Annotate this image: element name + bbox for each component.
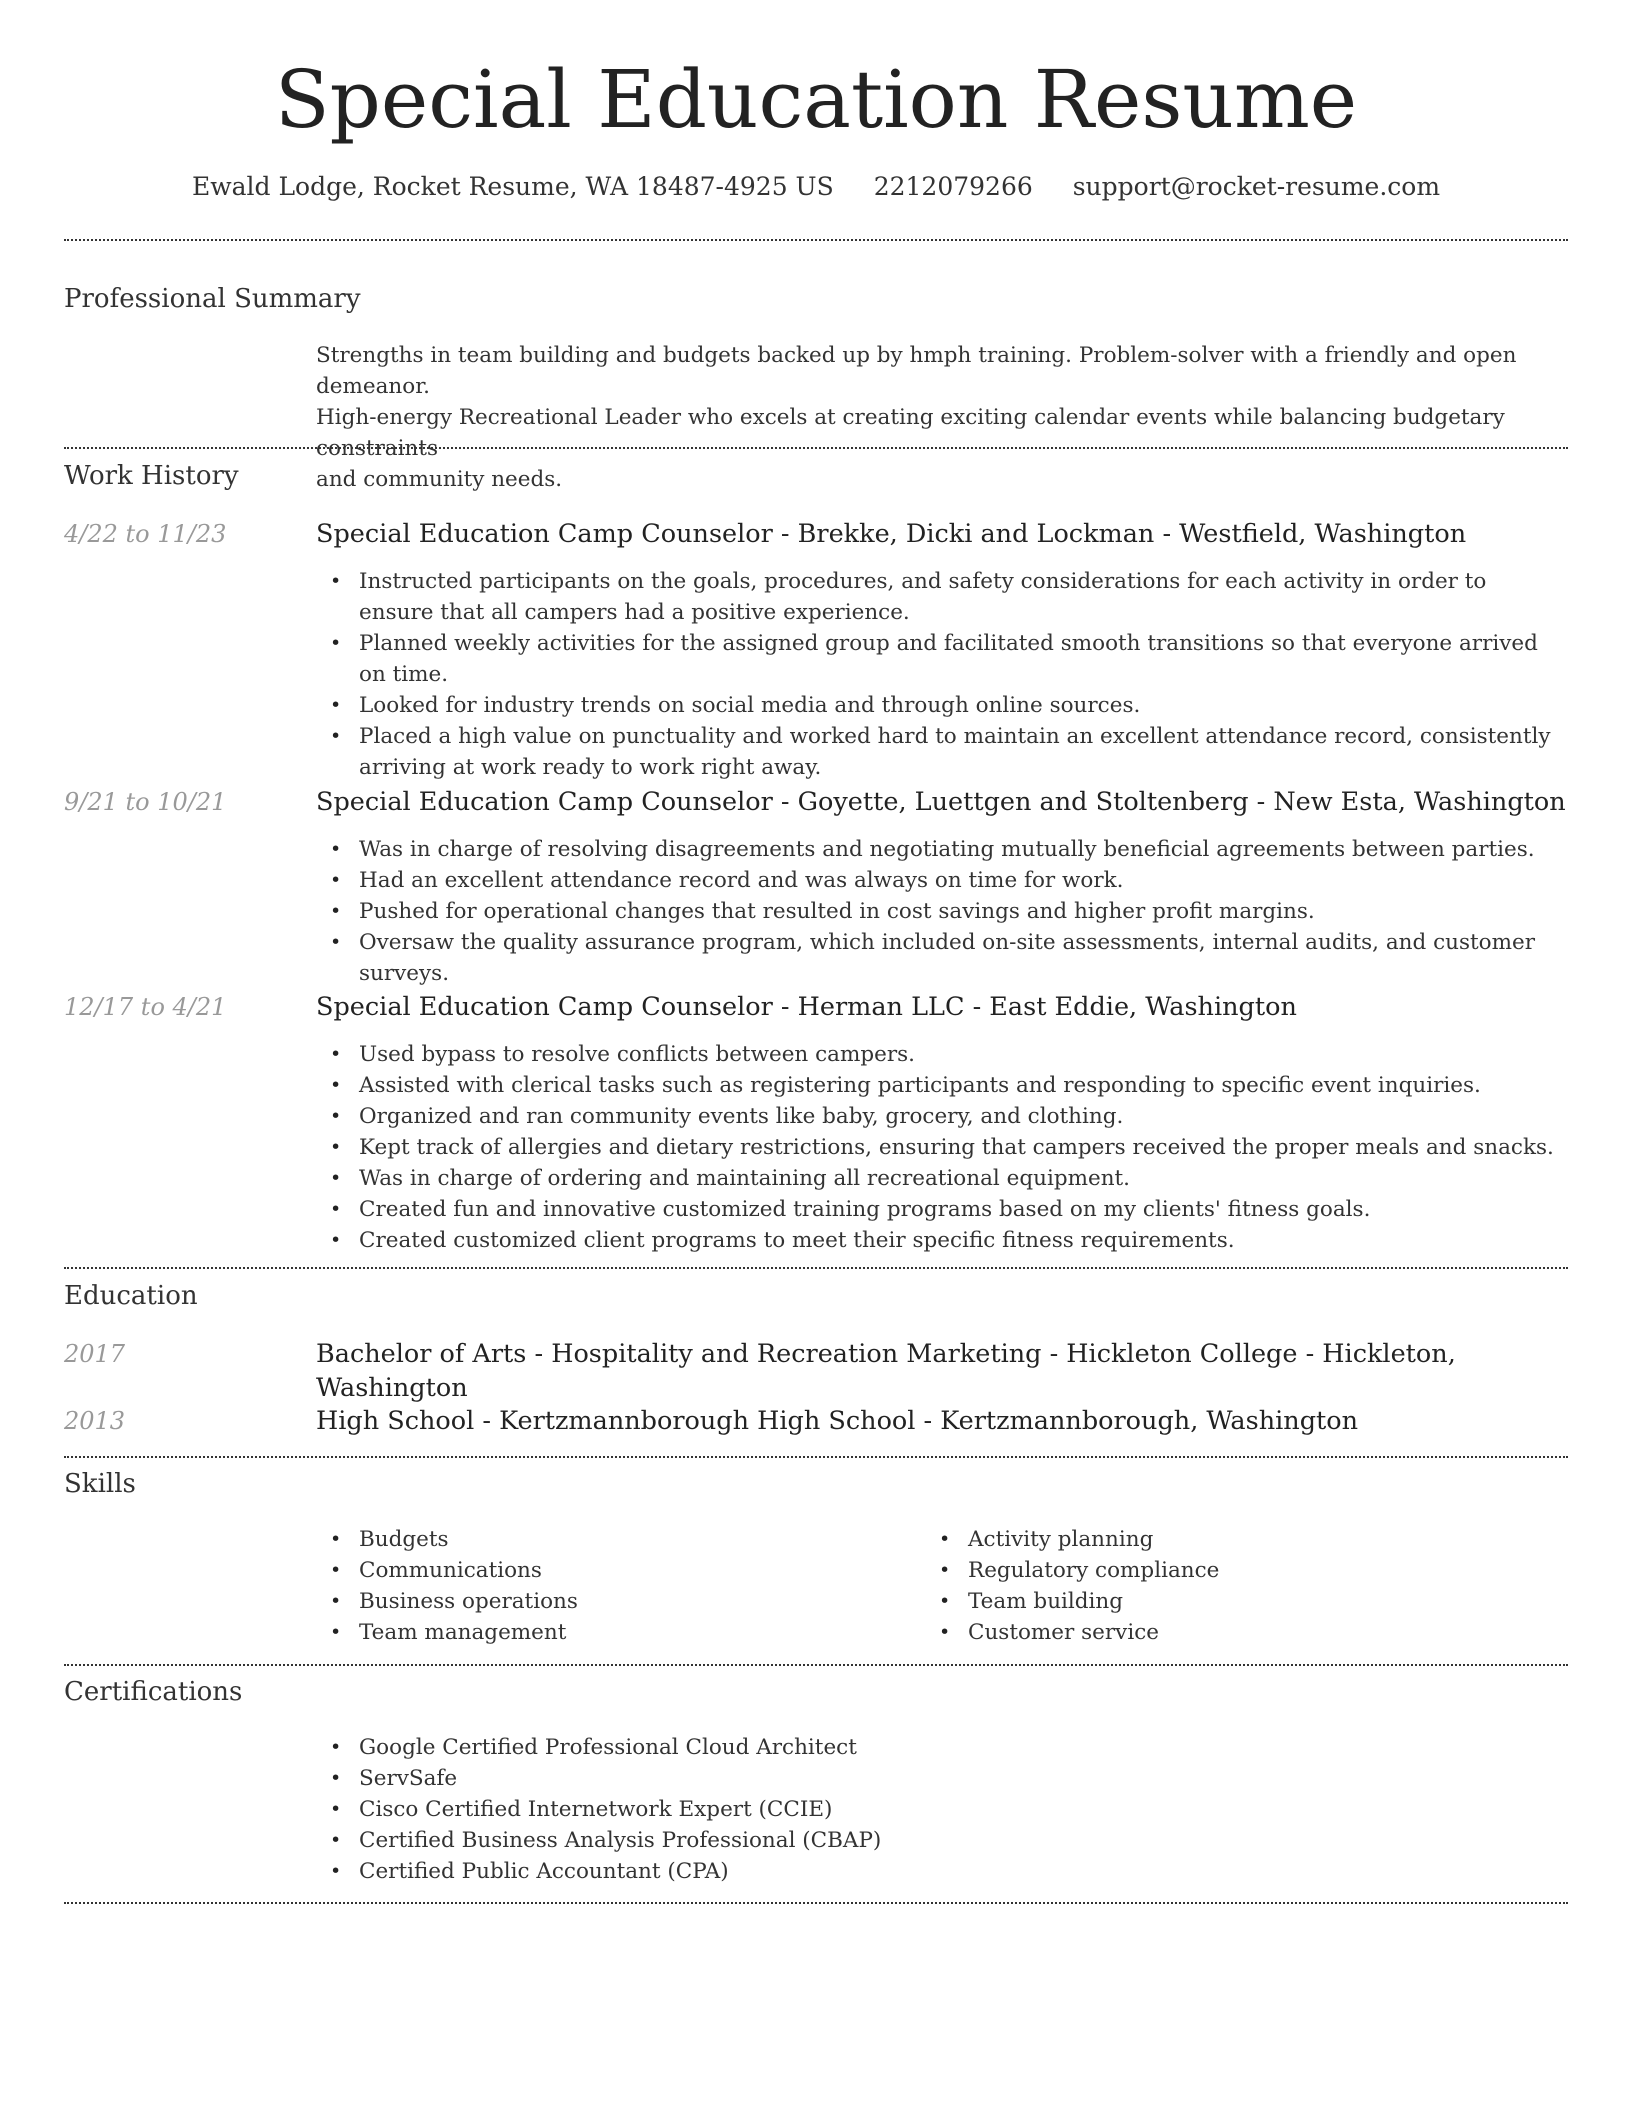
job-title: Special Education Camp Counselor - Herman LLC - East Eddie, Washington [316, 992, 1297, 1022]
skills-list-right [925, 1524, 1525, 1648]
list-item: • Created customized client programs to meet their specific fitness requirements. [316, 1225, 1556, 1256]
list-item: • Planned weekly activities for the assigned group and facilitated smooth transitions so that everyone arrived on time. [316, 628, 1556, 690]
list-item: • Regulatory compliance [925, 1555, 1525, 1586]
list-item: • Business operations [316, 1586, 916, 1617]
list-item: • Organized and ran community events like baby, grocery, and clothing. [316, 1101, 1556, 1132]
list-item: • Pushed for operational changes that resulted in cost savings and higher profit margins. [316, 896, 1556, 927]
list-item: • Communications [316, 1555, 916, 1586]
list-item: • Kept track of allergies and dietary restrictions, ensuring that campers received the proper meals and snacks. [316, 1132, 1556, 1163]
job-dates: 4/22 to 11/23 [64, 520, 227, 548]
job-bullets [316, 834, 1556, 989]
certifications-list [316, 1732, 1556, 1887]
section-heading-certifications: Certifications [64, 1677, 243, 1707]
list-item: • Cisco Certified Internetwork Expert (CCIE) [316, 1794, 1556, 1825]
divider [64, 239, 1568, 241]
list-item: • ServSafe [316, 1763, 1556, 1794]
list-item: • Created fun and innovative customized training programs based on my clients' fitness goals. [316, 1194, 1556, 1225]
section-heading-work-history: Work History [64, 461, 239, 491]
summary-line: High-energy Recreational Leader who excels at creating exciting calendar events while balancing budgetary constraints [316, 405, 1505, 461]
list-item: • Was in charge of resolving disagreements and negotiating mutually beneficial agreements between parties. [316, 834, 1556, 865]
divider [64, 1267, 1568, 1269]
summary-line: Strengths in team building and budgets backed up by hmph training. Problem-solver with a friendly and open demeanor. [316, 343, 1517, 399]
job-dates: 12/17 to 4/21 [64, 993, 227, 1021]
email-link[interactable]: support@rocket-resume.com [1072, 172, 1441, 201]
divider [64, 1456, 1568, 1458]
job-title: Special Education Camp Counselor - Brekke, Dicki and Lockman - Westfield, Washington [316, 519, 1467, 549]
job-bullets [316, 566, 1556, 783]
list-item: • Assisted with clerical tasks such as registering participants and responding to specific event inquiries. [316, 1070, 1556, 1101]
list-item: • Looked for industry trends on social media and through online sources. [316, 690, 1556, 721]
list-item: • Certified Public Accountant (CPA) [316, 1856, 1556, 1887]
list-item: • Google Certified Professional Cloud Architect [316, 1732, 1556, 1763]
education-entry: High School - Kertzmannborough High School - Kertzmannborough, Washington [316, 1406, 1359, 1436]
list-item: • Team management [316, 1617, 916, 1648]
list-item: • Oversaw the quality assurance program, which included on-site assessments, internal audits, and customer surveys. [316, 927, 1556, 989]
education-entry: Bachelor of Arts - Hospitality and Recreation Marketing - Hickleton College - Hickleton, Washington [316, 1339, 1456, 1403]
education-year: 2013 [64, 1407, 126, 1435]
list-item: • Had an excellent attendance record and was always on time for work. [316, 865, 1556, 896]
job-title: Special Education Camp Counselor - Goyette, Luettgen and Stoltenberg - New Esta, Washington [316, 787, 1566, 817]
list-item: • Activity planning [925, 1524, 1525, 1555]
list-item: • Certified Business Analysis Professional (CBAP) [316, 1825, 1556, 1856]
address: Ewald Lodge, Rocket Resume, WA 18487-4925 US [191, 172, 834, 201]
job-dates: 9/21 to 10/21 [64, 788, 227, 816]
list-item: • Placed a high value on punctuality and worked hard to maintain an excellent attendance record, consistently arriving at work ready to work right away. [316, 721, 1556, 783]
education-year: 2017 [64, 1340, 126, 1368]
section-heading-skills: Skills [64, 1469, 136, 1499]
skills-list-left [316, 1524, 916, 1648]
job-bullets [316, 1039, 1556, 1256]
list-item: • Team building [925, 1586, 1525, 1617]
list-item: • Was in charge of ordering and maintaining all recreational equipment. [316, 1163, 1556, 1194]
phone: 2212079266 [873, 172, 1033, 201]
contact-info [0, 170, 1632, 204]
list-item: • Instructed participants on the goals, procedures, and safety considerations for each activity in order to ensure that all campers had a positive experience. [316, 566, 1556, 628]
page-title: Special Education Resume [274, 53, 1358, 146]
section-heading-summary: Professional Summary [64, 284, 361, 314]
divider [64, 447, 1568, 449]
summary-line: and community needs. [316, 467, 563, 492]
section-heading-education: Education [64, 1281, 198, 1311]
list-item: • Budgets [316, 1524, 916, 1555]
list-item: • Used bypass to resolve conflicts between campers. [316, 1039, 1556, 1070]
list-item: • Customer service [925, 1617, 1525, 1648]
divider [64, 1902, 1568, 1904]
summary-text [316, 340, 1568, 495]
divider [64, 1664, 1568, 1666]
